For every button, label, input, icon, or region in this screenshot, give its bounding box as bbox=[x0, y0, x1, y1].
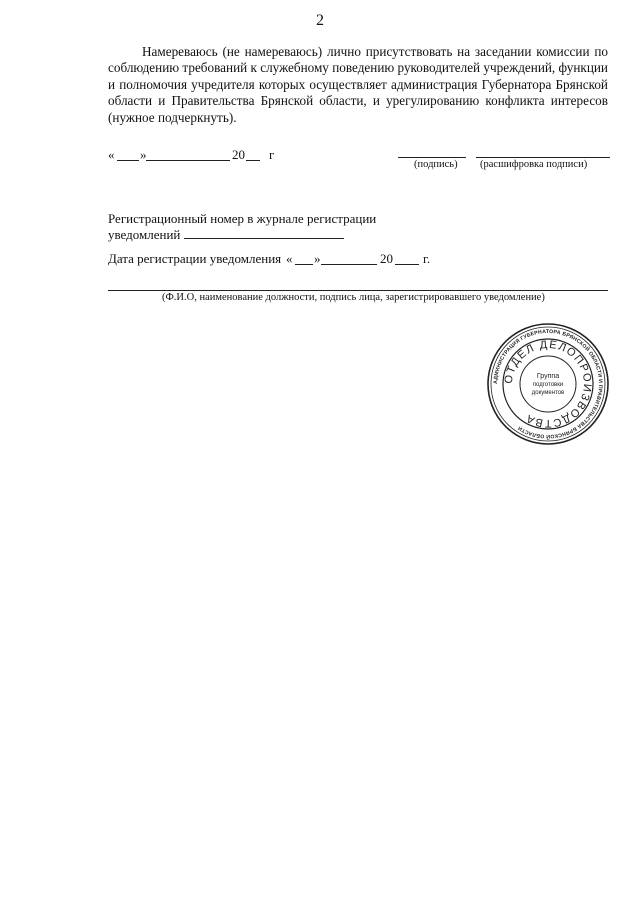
attendance-intent-text: Намереваюсь (не намереваюсь) лично присутствовать на заседании комиссии по соблюдению требований к служебному поведению руководителей учреждений, функции и полномочия учредителя которых осуществляет администрация Губернатора Брянской области и Правительства Брянской области, и урегулированию конфликта интересов (нужное подчеркнуть). bbox=[108, 44, 608, 125]
registrar-line bbox=[108, 290, 608, 291]
registration-year-suffix: г. bbox=[423, 251, 431, 266]
registration-journal-label: уведомлений bbox=[108, 227, 181, 242]
stamp-seal-icon bbox=[486, 322, 610, 446]
registration-month-blank bbox=[321, 264, 377, 265]
registration-day-blank bbox=[295, 264, 313, 265]
page-number: 2 bbox=[316, 12, 324, 29]
signature-line bbox=[398, 157, 466, 158]
signature-label: (подпись) bbox=[414, 159, 458, 170]
date-year-prefix: 20 bbox=[232, 147, 245, 162]
date-close-quote: » bbox=[140, 147, 147, 162]
registration-date-label: Дата регистрации уведомления bbox=[108, 251, 282, 266]
registration-year-prefix: 20 bbox=[380, 251, 393, 266]
stamp-center-line-2: подготовки bbox=[532, 382, 564, 388]
month-blank bbox=[146, 160, 230, 161]
signature-decode-label: (расшифровка подписи) bbox=[480, 159, 588, 170]
signature-decode-line bbox=[476, 157, 610, 158]
stamp-inner-text: ОТДЕЛ ДЕЛОПРОИЗВОДСТВА bbox=[502, 338, 594, 430]
attendance-intent-paragraph bbox=[108, 44, 608, 126]
stamp-center-line-3: документов bbox=[531, 390, 565, 396]
day-blank bbox=[117, 160, 139, 161]
registration-number-blank bbox=[184, 238, 344, 239]
stamp-center-line-1: Группа bbox=[536, 373, 560, 380]
registrar-caption: (Ф.И.О, наименование должности, подпись лица, зарегистрировавшего уведомление) bbox=[162, 292, 545, 303]
registration-date-open-quote: « bbox=[286, 251, 293, 266]
date-year-suffix: г bbox=[269, 147, 275, 162]
registration-number-label: Регистрационный номер в журнале регистрации bbox=[108, 211, 377, 226]
stamp-outer-text: АДМИНИСТРАЦИЯ ГУБЕРНАТОРА БРЯНСКОЙ ОБЛАСТИ И ПРАВИТЕЛЬСТВА БРЯНСКОЙ ОБЛАСТИ bbox=[492, 328, 604, 440]
date-open-quote: « bbox=[108, 147, 115, 162]
registration-date-close-quote: » bbox=[314, 251, 321, 266]
year-blank bbox=[246, 160, 260, 161]
registration-year-blank bbox=[395, 264, 419, 265]
